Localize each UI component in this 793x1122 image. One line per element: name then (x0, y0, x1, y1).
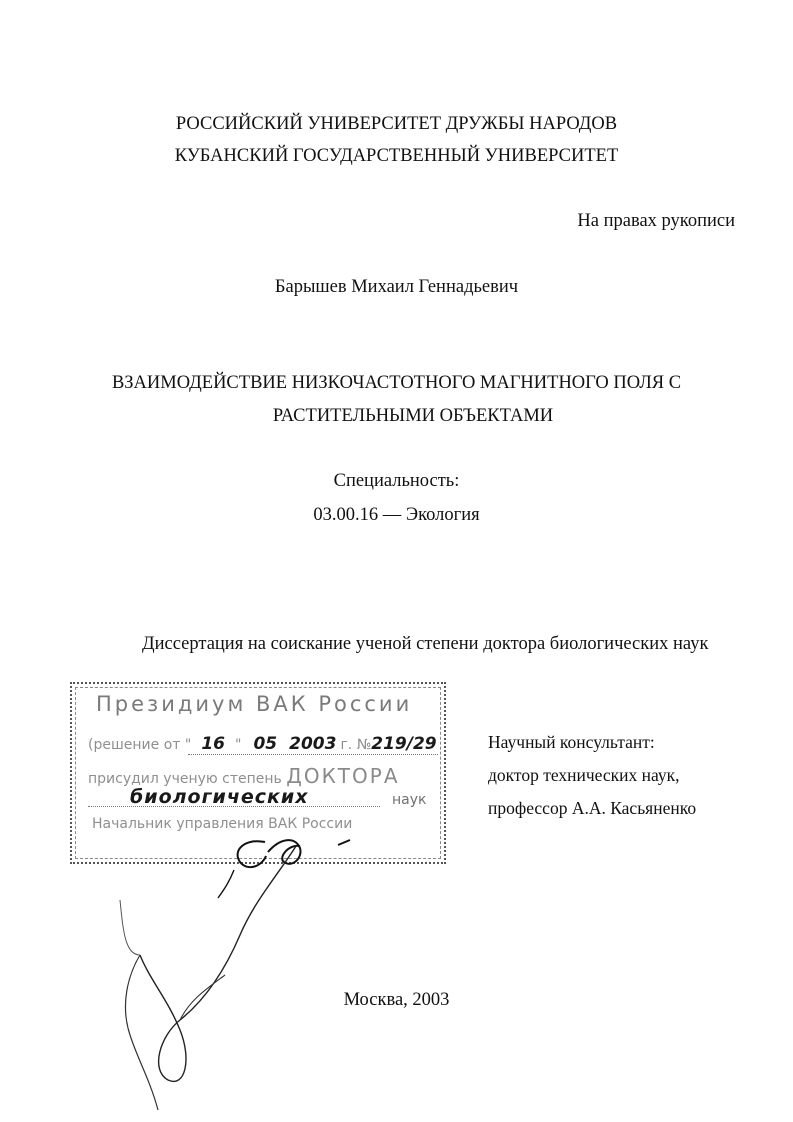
stamp-degree-level: ДОКТОРА (286, 764, 400, 788)
specialty-value: 03.00.16 — Экология (313, 505, 480, 525)
stamp-number: 219/29 (371, 734, 437, 754)
stamp-decision-row (88, 734, 437, 754)
stamp-awarded-prefix: присудил ученую степень (88, 771, 282, 787)
university-russian-peoples-friendship: РОССИЙСКИЙ УНИВЕРСИТЕТ ДРУЖБЫ НАРОДОВ (175, 114, 618, 134)
stamp-awarded-row (88, 764, 400, 788)
stamp-title: Президиум ВАК России (96, 692, 413, 716)
stamp-field-underline (88, 806, 380, 807)
consultant-label: Научный консультант: (488, 732, 655, 752)
consultant-name: профессор А.А. Касьяненко (488, 798, 697, 818)
stamp-field: биологических (130, 786, 309, 808)
stamp-chief: Начальник управления ВАК России (92, 816, 353, 832)
specialty-label: Специальность: (333, 471, 460, 491)
stamp-sciences: наук (392, 792, 427, 808)
stamp-field-row (130, 786, 309, 808)
stamp-day: 16 (201, 734, 225, 754)
vak-stamp (70, 682, 446, 864)
city-year: Москва, 2003 (343, 990, 450, 1010)
university-kuban-state: КУБАНСКИЙ ГОСУДАРСТВЕННЫЙ УНИВЕРСИТЕТ (174, 146, 619, 166)
stamp-quote: " (234, 737, 242, 753)
author-name: Барышев Михаил Геннадьевич (274, 277, 519, 297)
stamp-year: 2003 (289, 734, 337, 754)
stamp-month: 05 (253, 734, 278, 754)
degree-statement: Диссертация на соискание ученой степени доктора биологических наук (142, 634, 709, 654)
manuscript-note: На правах рукописи (577, 211, 735, 231)
consultant-degree: доктор технических наук, (488, 765, 680, 785)
stamp-number-label: г. № (340, 737, 372, 753)
dissertation-title-line-2: РАСТИТЕЛЬНЫМИ ОБЪЕКТАМИ (272, 406, 554, 426)
dissertation-title-line-1: ВЗАИМОДЕЙСТВИЕ НИЗКОЧАСТОТНОГО МАГНИТНОГО ПОЛЯ С (111, 373, 682, 393)
stamp-decision-underline (188, 754, 438, 755)
stamp-decision-prefix: (решение от " (88, 737, 192, 753)
